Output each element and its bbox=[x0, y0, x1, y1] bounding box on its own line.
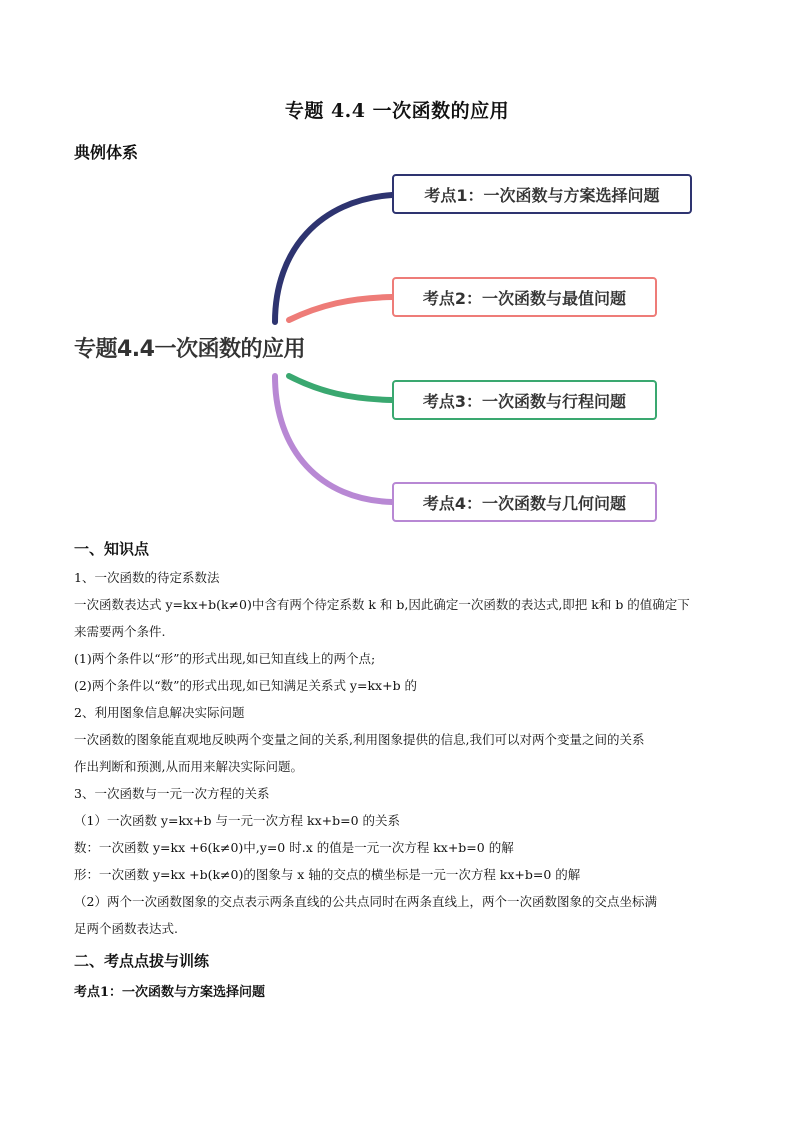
mindmap-node-2 bbox=[392, 277, 657, 317]
page-title: 专题 4.4 一次函数的应用 bbox=[284, 100, 510, 122]
mindmap-node-label: 考点3：一次函数与行程问题 bbox=[422, 391, 627, 411]
knowledge-body bbox=[74, 564, 724, 942]
knowledge-line: 1、一次函数的待定系数法 bbox=[74, 570, 220, 585]
knowledge-line: 形：一次函数 y=kx +b(k≠0)的图象与 x 轴的交点的横坐标是一元一次方程 kx+b=0 的解 bbox=[74, 867, 581, 882]
knowledge-line: 足两个函数表达式. bbox=[74, 921, 178, 936]
knowledge-line: （1）一次函数 y=kx+b 与一元一次方程 kx+b=0 的关系 bbox=[74, 813, 401, 828]
knowledge-line: 2、利用图象信息解决实际问题 bbox=[74, 705, 245, 720]
branch-3 bbox=[289, 376, 392, 400]
knowledge-line: 3、一次函数与一元一次方程的关系 bbox=[74, 786, 270, 801]
knowledge-line: (1)两个条件以“形”的形式出现,如已知直线上的两个点; bbox=[74, 651, 376, 666]
mindmap-node-3 bbox=[392, 380, 657, 420]
subsection-heading: 考点1：一次函数与方案选择问题 bbox=[74, 985, 266, 1000]
mindmap-node-label: 考点4：一次函数与几何问题 bbox=[422, 493, 627, 513]
mindmap-node-1 bbox=[392, 174, 692, 214]
section-heading-knowledge: 一、知识点 bbox=[74, 540, 150, 558]
knowledge-line: 作出判断和预测,从而用来解决实际问题。 bbox=[74, 759, 303, 774]
branch-2 bbox=[289, 297, 392, 320]
mindmap-node-label: 考点2：一次函数与最值问题 bbox=[422, 288, 627, 308]
section-heading-examples: 典例体系 bbox=[74, 143, 139, 162]
mindmap-node-4 bbox=[392, 482, 657, 522]
knowledge-line: 一次函数表达式 y=kx+b(k≠0)中含有两个待定系数 k 和 b,因此确定一次函数的表达式,即把 k和 b 的值确定下 bbox=[74, 597, 690, 612]
mindmap-central-topic: 专题4.4一次函数的应用 bbox=[74, 337, 305, 362]
section-heading-training: 二、考点点拔与训练 bbox=[74, 952, 210, 970]
knowledge-line: 来需要两个条件. bbox=[74, 624, 166, 639]
knowledge-line: 数：一次函数 y=kx +6(k≠0)中,y=0 时.x 的值是一元一次方程 kx+b=0 的解 bbox=[74, 840, 514, 855]
mindmap-node-label: 考点1：一次函数与方案选择问题 bbox=[424, 185, 660, 205]
knowledge-line: （2）两个一次函数图象的交点表示两条直线的公共点同时在两条直线上，两个一次函数图象的交点坐标满 bbox=[74, 894, 657, 909]
knowledge-line: 一次函数的图象能直观地反映两个变量之间的关系,利用图象提供的信息,我们可以对两个变量之间的关系 bbox=[74, 732, 645, 747]
knowledge-line: (2)两个条件以“数”的形式出现,如已知满足关系式 y=kx+b 的 bbox=[74, 678, 418, 693]
